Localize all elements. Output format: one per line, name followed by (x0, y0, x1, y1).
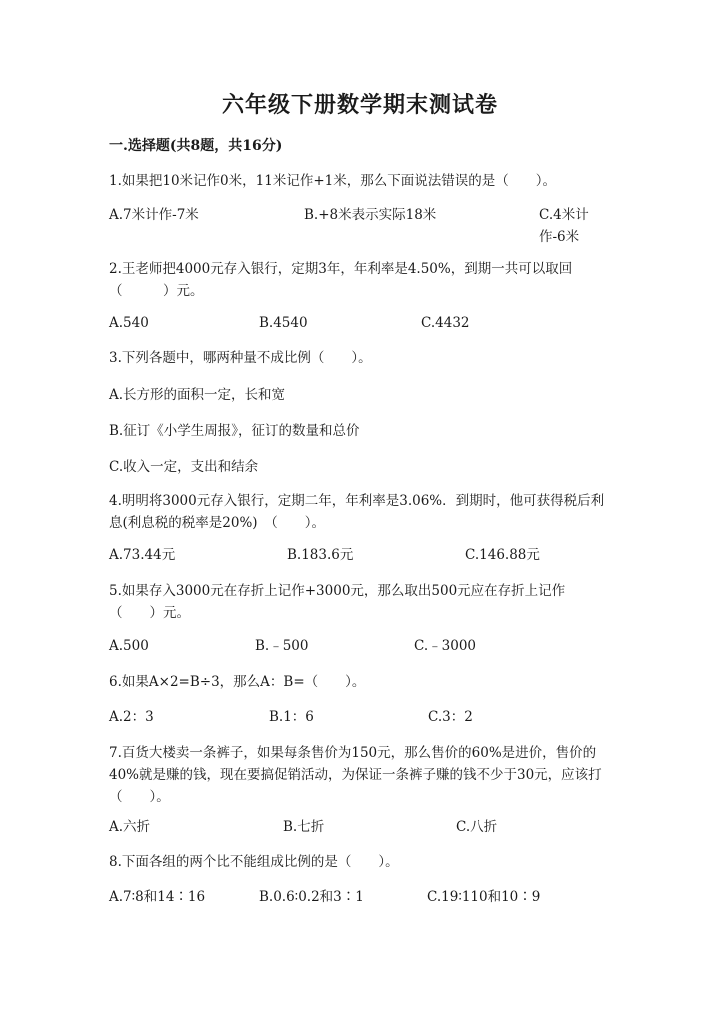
question-5-option-c: C.﹣3000 (414, 638, 476, 654)
question-7-stem: 7.百货大楼卖一条裤子，如果每条售价为150元，那么售价的60%是进价，售价的40%就是赚的钱，现在要搞促销活动，为保证一条裤子赚的钱不少于30元，应该打（ ）。 (109, 745, 602, 805)
question-6-option-b: B.1：6 (269, 709, 314, 725)
question-2-option-a: A.540 (109, 315, 149, 331)
question-3-option-b: B.征订《小学生周报》，征订的数量和总价 (109, 423, 360, 439)
question-6-option-a: A.2：3 (109, 709, 154, 725)
section-heading: 一.选择题(共8题，共16分) (109, 138, 283, 154)
question-4-stem: 4.明明将3000元存入银行，定期二年，年利率是3.06%．到期时，他可获得税后利息(利息税的税率是20%) （ ）。 (109, 493, 605, 531)
question-2-stem: 2.王老师把4000元存入银行，定期3年，年利率是4.50%，到期一共可以取回（ ）元。 (109, 261, 573, 299)
question-5-option-b: B.﹣500 (255, 638, 309, 654)
question-7-option-b: B.七折 (283, 819, 325, 835)
question-6-option-c: C.3：2 (428, 709, 473, 725)
question-5-stem: 5.如果存入3000元在存折上记作+3000元，那么取出500元应在存折上记作（ ）元。 (109, 583, 566, 621)
question-1-option-b: B.+8米表示实际18米 (304, 207, 437, 223)
question-7-options (109, 816, 609, 840)
question-7-option-a: A.六折 (109, 819, 151, 835)
question-1-options (109, 204, 609, 248)
question-3-option-c: C.收入一定，支出和结余 (109, 459, 259, 475)
question-3-option-a: A.长方形的面积一定，长和宽 (109, 387, 286, 403)
question-4-option-b: B.183.6元 (287, 547, 354, 563)
question-3-stem: 3.下列各题中，哪两种量不成比例（ ）。 (109, 350, 372, 366)
question-1-option-a: A.7米计作-7米 (109, 207, 199, 223)
question-2-option-c: C.4432 (421, 315, 470, 331)
question-8-option-b: B.0.6∶0.2和3∶1 (259, 889, 364, 905)
question-8-option-a: A.7∶8和14∶16 (109, 889, 206, 905)
page-title: 六年级下册数学期末测试卷 (221, 92, 498, 118)
question-4-options (109, 544, 609, 568)
question-7-option-c: C.八折 (456, 819, 498, 835)
question-6-stem: 6.如果A×2=B÷3，那么A：B=（ ）。 (109, 674, 366, 690)
question-4-option-a: A.73.44元 (109, 547, 176, 563)
question-2-options (109, 312, 609, 336)
question-8-stem: 8.下面各组的两个比不能组成比例的是（ ）。 (109, 854, 399, 870)
question-5-option-a: A.500 (109, 638, 149, 654)
question-5-options (109, 635, 609, 659)
question-4-option-c: C.146.88元 (465, 547, 540, 563)
question-2-option-b: B.4540 (259, 315, 308, 331)
question-8-option-c: C.19∶110和10∶9 (427, 889, 541, 905)
question-6-options (109, 706, 609, 730)
question-1-option-c: C.4米计作-6米 (539, 207, 589, 245)
question-8-options (109, 886, 609, 910)
question-1-stem: 1.如果把10米记作0米，11米记作+1米，那么下面说法错误的是（ ）。 (109, 173, 556, 189)
